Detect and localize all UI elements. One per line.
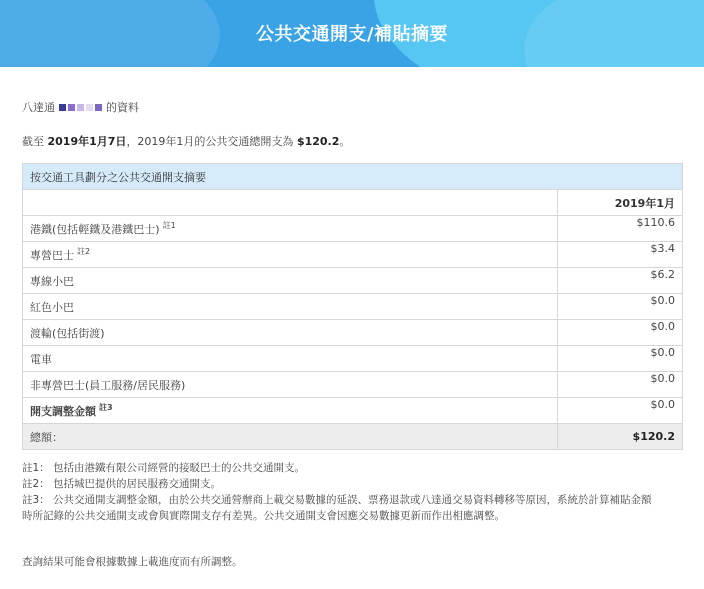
summary-text: ，2019年1月的公共交通總開支為 bbox=[126, 135, 297, 148]
masked-card-number bbox=[59, 104, 102, 111]
total-label: 總額： bbox=[23, 424, 558, 450]
notes-section bbox=[22, 460, 683, 524]
row-label-text: 專線小巴 bbox=[30, 274, 74, 288]
table-row bbox=[23, 372, 683, 398]
note-line: 註1： 包括由港鐵有限公司經營的接駁巴士的公共交通開支。 bbox=[22, 462, 306, 474]
mask-block bbox=[86, 104, 93, 111]
table-header-row bbox=[23, 190, 683, 216]
row-amount: $110.6 bbox=[558, 216, 683, 242]
disclaimer: 查詢結果可能會根據數據上載進度而有所調整。 bbox=[22, 556, 243, 568]
table-row bbox=[23, 294, 683, 320]
note-line: 註2： 包括城巴提供的居民服務交通開支。 bbox=[22, 478, 222, 490]
row-label-text: 港鐵(包括輕鐵及港鐵巴士) bbox=[30, 223, 160, 236]
row-label bbox=[23, 398, 558, 424]
table-body bbox=[23, 216, 683, 424]
row-label bbox=[23, 346, 558, 372]
row-label bbox=[23, 294, 558, 320]
header-banner bbox=[0, 0, 704, 67]
expense-table bbox=[22, 163, 683, 450]
row-label-text: 專營巴士 bbox=[30, 249, 74, 262]
row-amount: $0.0 bbox=[558, 294, 683, 320]
card-info-suffix: 的資料 bbox=[106, 101, 139, 114]
row-label bbox=[23, 320, 558, 346]
page-title: 公共交通開支/補貼摘要 bbox=[255, 24, 449, 45]
row-amount: $3.4 bbox=[558, 242, 683, 268]
row-label bbox=[23, 216, 558, 242]
row-label-text: 紅色小巴 bbox=[30, 300, 74, 314]
row-label-text: 非專營巴士(員工服務/居民服務) bbox=[30, 378, 186, 392]
table-row bbox=[23, 320, 683, 346]
row-amount: $0.0 bbox=[558, 372, 683, 398]
row-amount: $6.2 bbox=[558, 268, 683, 294]
row-amount: $0.0 bbox=[558, 320, 683, 346]
mask-block bbox=[77, 104, 84, 111]
row-label bbox=[23, 372, 558, 398]
mask-block bbox=[59, 104, 66, 111]
mask-block bbox=[95, 104, 102, 111]
total-amount: $120.2 bbox=[558, 424, 683, 450]
table-row bbox=[23, 268, 683, 294]
card-info-prefix: 八達通 bbox=[22, 101, 55, 114]
row-label-text: 渡輪(包括街渡) bbox=[30, 326, 105, 340]
table-row bbox=[23, 346, 683, 372]
row-note-ref: 註2 bbox=[77, 247, 91, 256]
row-label-text: 開支調整金額 bbox=[30, 405, 96, 418]
table-caption-row bbox=[23, 164, 683, 190]
summary-date: 2019年1月7日 bbox=[47, 135, 127, 148]
expense-summary bbox=[22, 133, 682, 149]
summary-text: 截至 bbox=[22, 135, 48, 148]
row-label-text: 電車 bbox=[30, 352, 52, 366]
table-caption: 按交通工具劃分之公共交通開支摘要 bbox=[23, 164, 683, 190]
main-content bbox=[0, 99, 704, 569]
summary-amount: $120.2 bbox=[296, 135, 340, 148]
table-row bbox=[23, 216, 683, 242]
row-amount: $0.0 bbox=[558, 398, 683, 424]
table-header-blank bbox=[23, 190, 558, 216]
row-amount: $0.0 bbox=[558, 346, 683, 372]
table-row bbox=[23, 242, 683, 268]
table-row bbox=[23, 398, 683, 424]
note-line: 註3： 公共交通開支調整金額，由於公共交通營辦商上載交易數據的延誤、票務退款或八達通交易資料轉移等原因，系統於計算補貼金額 bbox=[22, 494, 652, 506]
mask-block bbox=[68, 104, 75, 111]
table-total-row bbox=[23, 424, 683, 450]
row-note-ref: 註1 bbox=[162, 221, 176, 230]
row-note-ref: 註3 bbox=[99, 403, 113, 412]
summary-text: 。 bbox=[339, 135, 351, 148]
row-label bbox=[23, 242, 558, 268]
note-line: 時所記錄的公共交通開支或會與實際開支存有差異。公共交通開支會因應交易數據更新而作出相應調整。 bbox=[22, 510, 505, 522]
card-info bbox=[22, 99, 682, 115]
row-label bbox=[23, 268, 558, 294]
column-header-month: 2019年1月 bbox=[558, 190, 683, 216]
